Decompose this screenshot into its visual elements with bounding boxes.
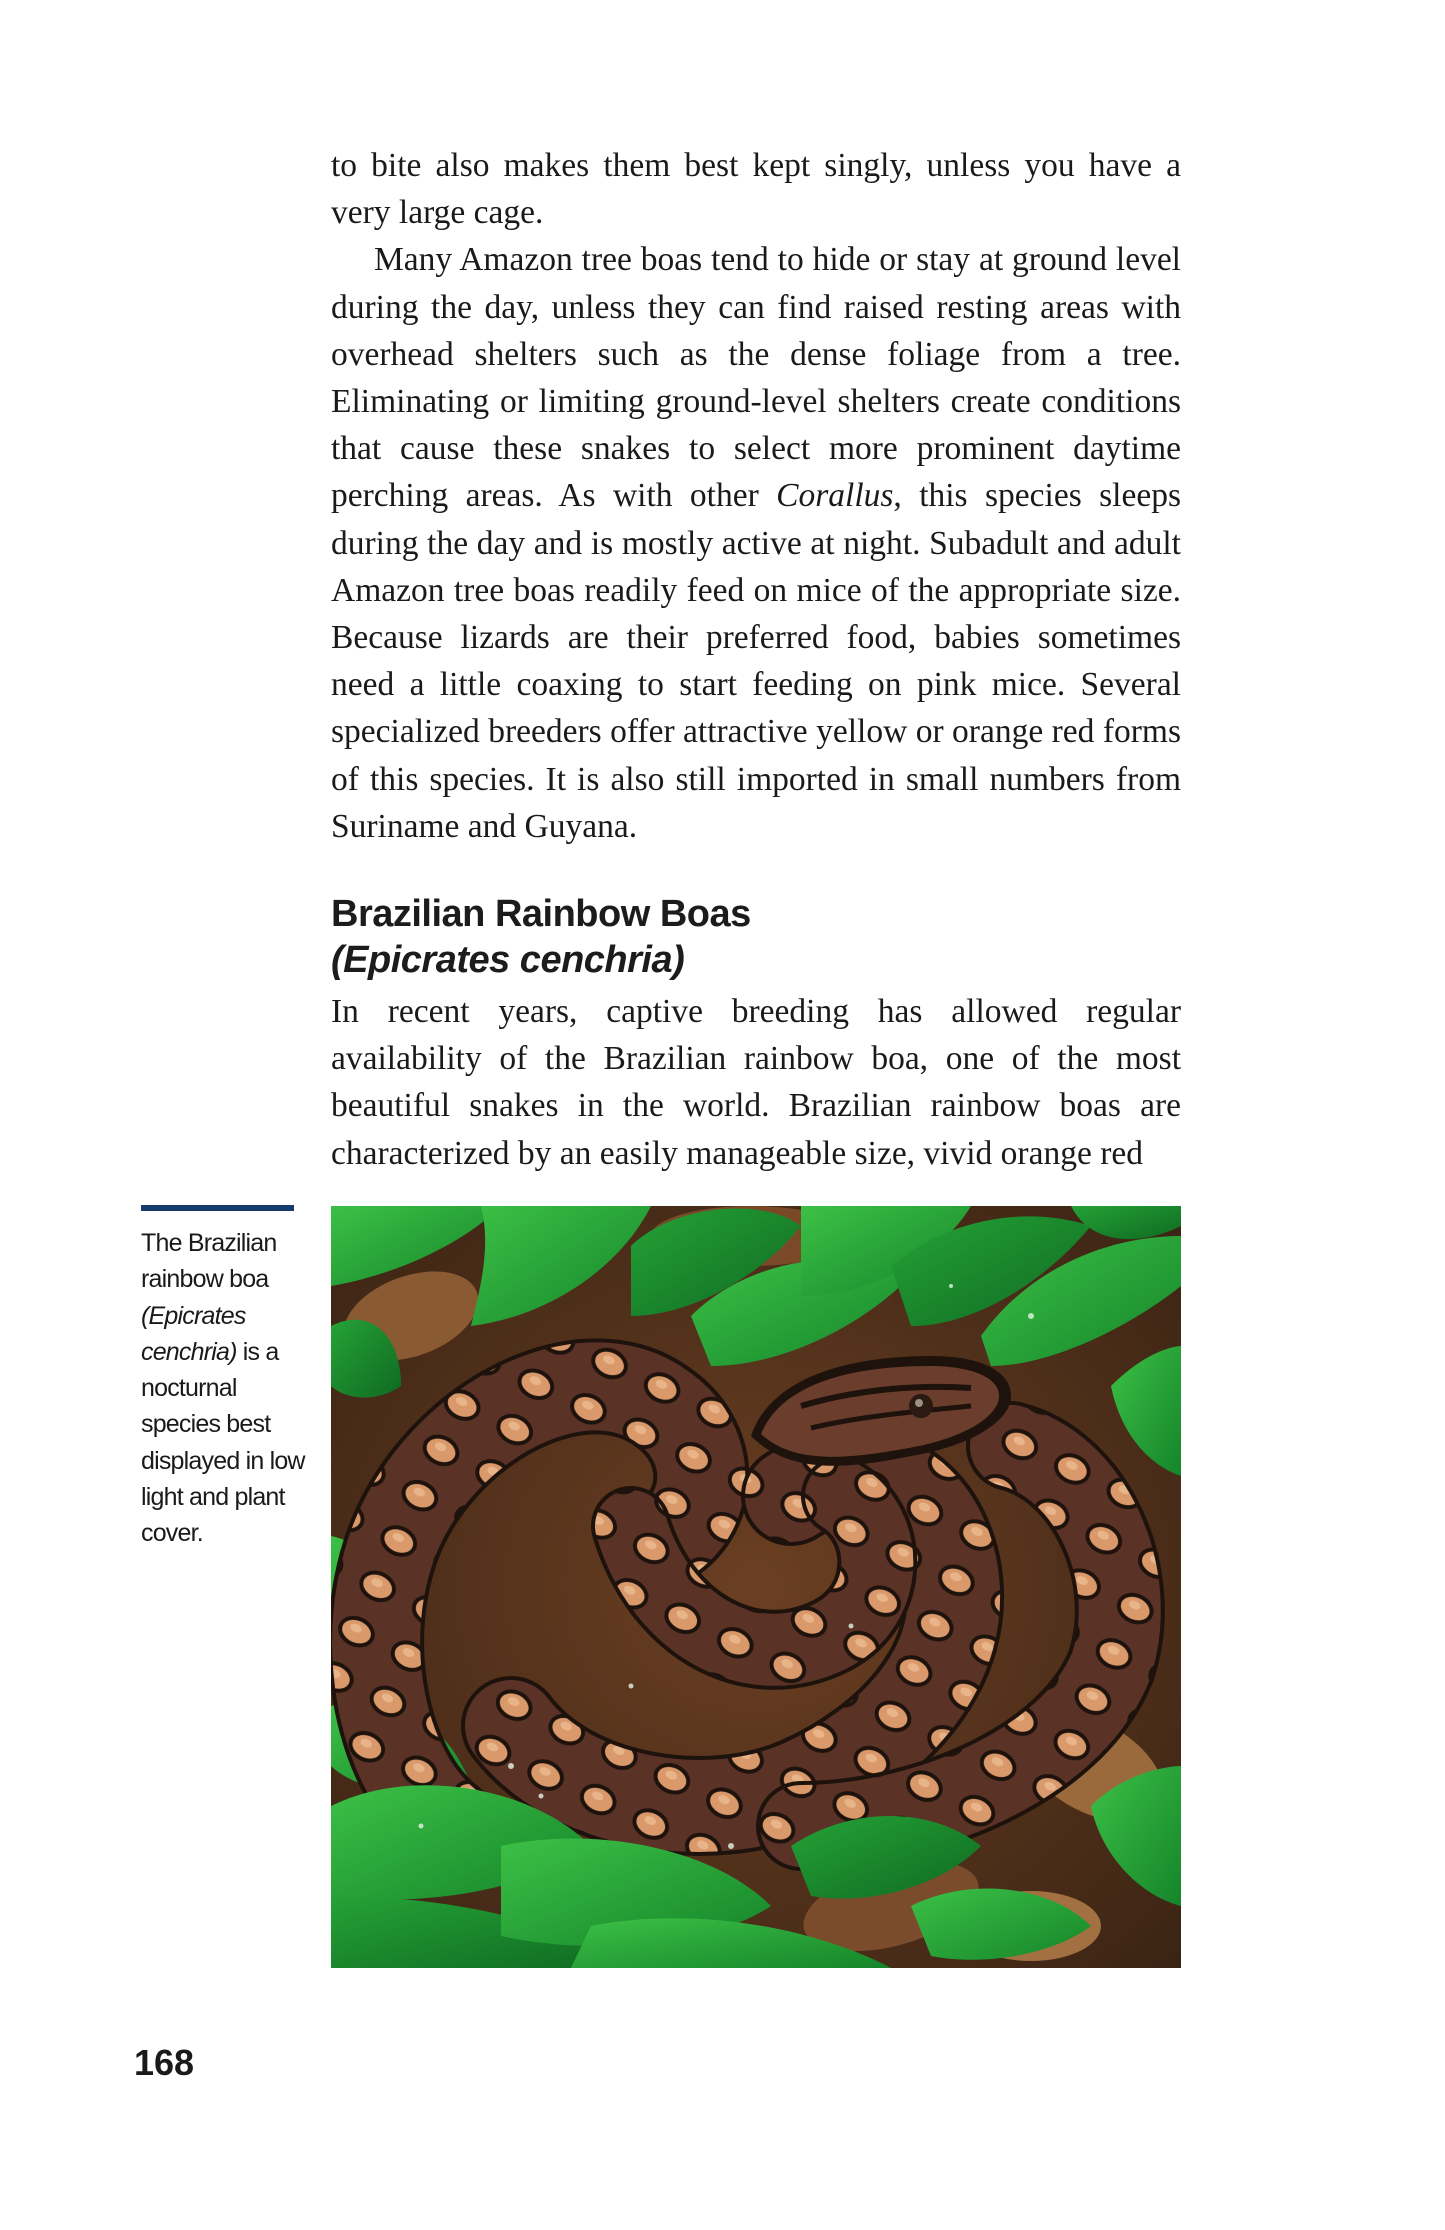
genus-name: Corallus bbox=[776, 477, 894, 515]
section-title: Brazilian Rainbow Boas bbox=[331, 893, 751, 935]
amazon-tree-boa-paragraph bbox=[331, 236, 1181, 850]
continuation-paragraph: to bite also makes them best kept singly, unless you have a very large cage. bbox=[331, 147, 1181, 232]
section-heading bbox=[331, 891, 1181, 983]
section-body bbox=[331, 988, 1181, 1177]
rainbow-boa-illustration bbox=[331, 1206, 1181, 1968]
page-number: 168 bbox=[134, 2042, 195, 2083]
intro-text-block bbox=[331, 142, 1181, 850]
caption-text-start: The Brazilian rainbow boa bbox=[141, 1229, 277, 1294]
caption-text-end: is a nocturnal species best displayed in low light and plant cover. bbox=[141, 1337, 305, 1548]
paragraph-text-end: , this species sleeps during the day and is mostly active at night. Subadult and adult Amazon tree boas readily feed on mice of the appropriate size. Because lizards are their preferred food, babies sometimes need a little coaxing to start feeding on pink mice. Several specialized breeders offer attractive yellow or orange red forms of this species. It is also still imported in small numbers from Suriname and Guyana. bbox=[331, 477, 1181, 845]
caption-scientific-name: (Epicrates cenchria) bbox=[141, 1301, 246, 1366]
section-paragraph: In recent years, captive breeding has allowed regular availability of the Brazilian rainbow boa, one of the most beautiful snakes in the world. Brazilian rainbow boas are characterized by an easily manageable size, vivid orange red bbox=[331, 993, 1181, 1172]
photo-caption bbox=[141, 1225, 311, 1552]
paragraph-text-start: Many Amazon tree boas tend to hide or stay at ground level during the day, unless they can find raised resting areas with overhead shelters such as the dense foliage from a tree. Eliminating or limiting ground-level shelters create conditions that cause these snakes to select more prominent daytime perching areas. As with other bbox=[331, 241, 1181, 515]
caption-rule bbox=[141, 1205, 294, 1211]
rainbow-boa-photo bbox=[331, 1206, 1181, 1968]
section-scientific-name: (Epicrates cenchria) bbox=[331, 939, 685, 981]
